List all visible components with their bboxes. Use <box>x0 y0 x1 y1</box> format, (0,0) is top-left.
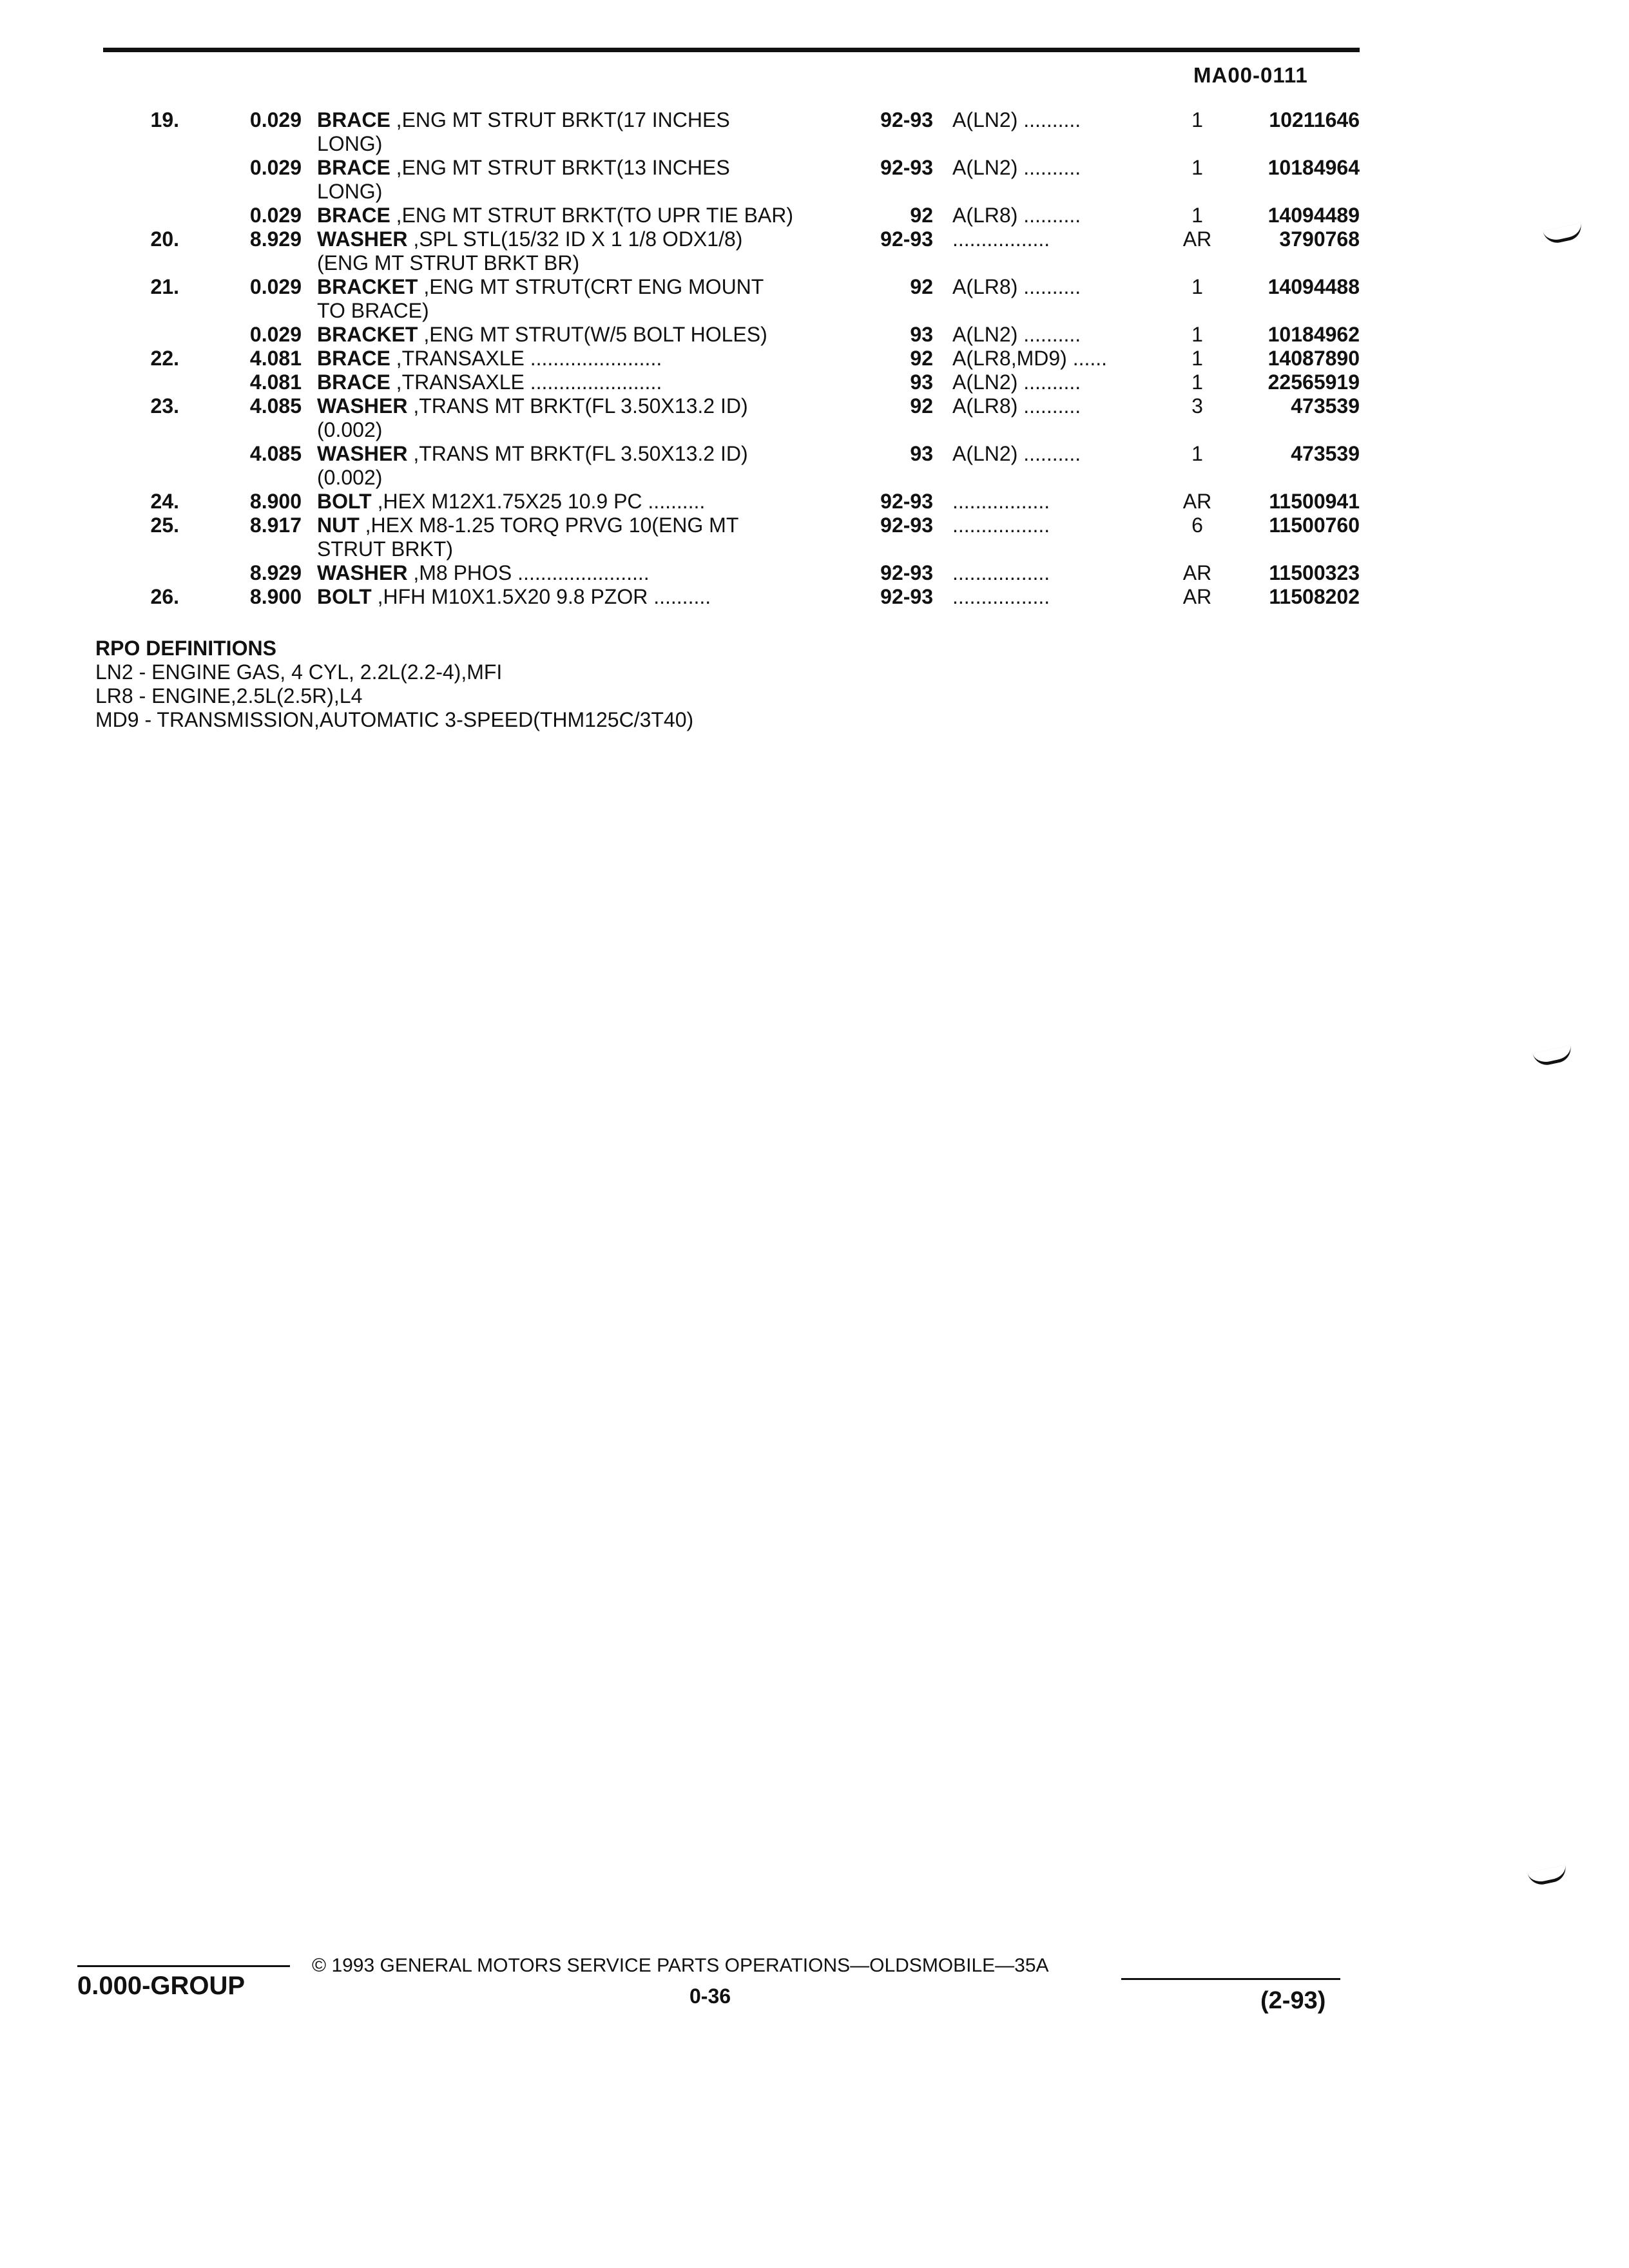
part-description <box>317 156 852 204</box>
group-number: 0.029 <box>249 108 302 131</box>
part-row <box>0 394 1629 442</box>
application: A(LN2) .......... <box>952 156 1081 179</box>
part-description <box>317 561 852 585</box>
part-detail-continued: (0.002) <box>317 418 383 441</box>
model-years: 92 <box>910 394 933 418</box>
part-detail: ,SPL STL(15/32 ID X 1 1/8 ODX1/8) <box>407 227 743 251</box>
part-detail-continued: LONG) <box>317 132 383 155</box>
application: ................. <box>952 227 1050 251</box>
part-name: BOLT <box>317 490 372 513</box>
parts-list <box>0 108 1629 609</box>
quantity: AR <box>1182 490 1212 513</box>
part-name: NUT <box>317 514 360 537</box>
group-number: 0.029 <box>249 156 302 179</box>
part-number: 11500941 <box>1269 490 1360 513</box>
part-name: BOLT <box>317 585 372 608</box>
revision-date: (2-93) <box>1260 1987 1326 2014</box>
part-row <box>0 227 1629 275</box>
application: A(LN2) .......... <box>952 323 1081 346</box>
group-number: 8.917 <box>249 514 302 537</box>
model-years: 92 <box>910 347 933 370</box>
model-years: 92-93 <box>880 514 933 537</box>
part-description <box>317 227 852 275</box>
group-number: 8.900 <box>249 490 302 513</box>
application: ................. <box>952 561 1050 584</box>
quantity: 1 <box>1191 156 1203 179</box>
part-detail: ,HFH M10X1.5X20 9.8 PZOR .......... <box>371 585 711 608</box>
figure-number: 19. <box>150 108 179 131</box>
part-detail: ,ENG MT STRUT(W/5 BOLT HOLES) <box>418 323 767 346</box>
quantity: 1 <box>1191 347 1203 370</box>
application: A(LN2) .......... <box>952 370 1081 394</box>
model-years: 92-93 <box>880 561 933 584</box>
quantity: AR <box>1182 585 1212 608</box>
rpo-line: LR8 - ENGINE,2.5L(2.5R),L4 <box>95 684 363 707</box>
application: A(LR8,MD9) ...... <box>952 347 1108 370</box>
figure-number: 25. <box>150 514 179 537</box>
part-name: BRACE <box>317 156 390 179</box>
part-description <box>317 370 852 394</box>
part-description <box>317 585 852 609</box>
group-number: 0.029 <box>249 275 302 298</box>
part-number: 10184962 <box>1268 323 1360 346</box>
part-detail-continued: (0.002) <box>317 466 383 489</box>
part-description <box>317 275 852 323</box>
part-row <box>0 108 1629 156</box>
part-detail: ,M8 PHOS ....................... <box>407 561 650 584</box>
part-description <box>317 204 852 227</box>
figure-number: 20. <box>150 227 179 251</box>
part-detail-continued: LONG) <box>317 180 383 203</box>
application: A(LN2) .......... <box>952 442 1081 465</box>
part-row <box>0 585 1629 609</box>
model-years: 92 <box>910 204 933 227</box>
rpo-definitions <box>95 637 693 732</box>
part-row <box>0 514 1629 561</box>
footer-copyright: © 1993 GENERAL MOTORS SERVICE PARTS OPERATIONS—OLDSMOBILE—35A <box>312 1955 1049 1976</box>
application: A(LR8) .......... <box>952 204 1081 227</box>
part-detail: ,HEX M8-1.25 TORQ PRVG 10(ENG MT <box>359 514 739 537</box>
application: A(LR8) .......... <box>952 394 1081 418</box>
part-number: 10184964 <box>1268 156 1360 179</box>
part-number: 473539 <box>1291 442 1360 465</box>
model-years: 92 <box>910 275 933 298</box>
part-detail-continued: (ENG MT STRUT BRKT BR) <box>317 251 580 274</box>
part-detail: ,ENG MT STRUT BRKT(13 INCHES <box>390 156 730 179</box>
part-name: WASHER <box>317 227 408 251</box>
group-number: 4.085 <box>249 394 302 418</box>
part-detail: ,TRANS MT BRKT(FL 3.50X13.2 ID) <box>407 394 748 418</box>
footer-rule <box>1121 1978 1340 1980</box>
part-row <box>0 275 1629 323</box>
application: ................. <box>952 514 1050 537</box>
part-description <box>317 323 852 347</box>
application: A(LN2) .......... <box>952 108 1081 131</box>
rpo-line: LN2 - ENGINE GAS, 4 CYL, 2.2L(2.2-4),MFI <box>95 660 503 684</box>
part-name: BRACE <box>317 108 390 131</box>
group-number: 8.929 <box>249 227 302 251</box>
part-row <box>0 442 1629 490</box>
figure-number: 21. <box>150 275 179 298</box>
part-number: 14094489 <box>1268 204 1360 227</box>
quantity: 1 <box>1191 370 1203 394</box>
part-detail: ,TRANS MT BRKT(FL 3.50X13.2 ID) <box>407 442 748 465</box>
part-number: 14094488 <box>1268 275 1360 298</box>
rpo-heading: RPO DEFINITIONS <box>95 637 276 660</box>
part-name: BRACE <box>317 370 390 394</box>
part-description <box>317 514 852 561</box>
part-detail-continued: STRUT BRKT) <box>317 537 453 561</box>
figure-number: 26. <box>150 585 179 608</box>
group-number: 4.081 <box>249 347 302 370</box>
quantity: 1 <box>1191 275 1203 298</box>
page-code: MA00-0111 <box>1193 63 1308 87</box>
part-description <box>317 490 852 514</box>
part-row <box>0 490 1629 514</box>
part-name: BRACE <box>317 347 390 370</box>
group-number: 0.029 <box>249 323 302 346</box>
model-years: 92-93 <box>880 108 933 131</box>
quantity: 1 <box>1191 442 1203 465</box>
application: A(LR8) .......... <box>952 275 1081 298</box>
figure-number: 23. <box>150 394 179 418</box>
part-detail: ,HEX M12X1.75X25 10.9 PC .......... <box>371 490 706 513</box>
model-years: 92-93 <box>880 156 933 179</box>
part-number: 10211646 <box>1269 108 1360 131</box>
part-name: WASHER <box>317 442 408 465</box>
figure-number: 22. <box>150 347 179 370</box>
model-years: 93 <box>910 323 933 346</box>
quantity: 1 <box>1191 323 1203 346</box>
part-detail-continued: TO BRACE) <box>317 299 429 322</box>
footer-rule <box>77 1965 290 1967</box>
part-name: BRACE <box>317 204 390 227</box>
top-rule <box>103 48 1360 52</box>
group-number: 0.029 <box>249 204 302 227</box>
model-years: 93 <box>910 442 933 465</box>
part-row <box>0 204 1629 227</box>
part-number: 11500760 <box>1269 514 1360 537</box>
figure-number: 24. <box>150 490 179 513</box>
rpo-line: MD9 - TRANSMISSION,AUTOMATIC 3-SPEED(THM125C/3T40) <box>95 708 694 731</box>
part-number: 3790768 <box>1279 227 1360 251</box>
part-number: 11508202 <box>1269 585 1360 608</box>
group-number: 4.081 <box>249 370 302 394</box>
model-years: 92-93 <box>880 585 933 608</box>
part-number: 11500323 <box>1269 561 1360 584</box>
group-number: 4.085 <box>249 442 302 465</box>
binding-mark <box>1532 1045 1573 1068</box>
part-row <box>0 323 1629 347</box>
model-years: 93 <box>910 370 933 394</box>
part-name: BRACKET <box>317 275 418 298</box>
quantity: 1 <box>1191 204 1203 227</box>
part-row <box>0 370 1629 394</box>
part-detail: ,ENG MT STRUT(CRT ENG MOUNT <box>418 275 764 298</box>
model-years: 92-93 <box>880 490 933 513</box>
part-description <box>317 442 852 490</box>
part-detail: ,ENG MT STRUT BRKT(17 INCHES <box>390 108 730 131</box>
part-number: 14087890 <box>1268 347 1360 370</box>
footer-group: 0.000-GROUP <box>77 1972 246 2000</box>
part-description <box>317 394 852 442</box>
part-row <box>0 347 1629 370</box>
quantity: 1 <box>1191 108 1203 131</box>
quantity: AR <box>1182 227 1212 251</box>
part-number: 473539 <box>1291 394 1360 418</box>
quantity: 3 <box>1191 394 1203 418</box>
part-description <box>317 108 852 156</box>
part-name: WASHER <box>317 561 408 584</box>
quantity: 6 <box>1191 514 1203 537</box>
part-detail: ,ENG MT STRUT BRKT(TO UPR TIE BAR) <box>390 204 794 227</box>
part-number: 22565919 <box>1268 370 1360 394</box>
part-description <box>317 347 852 370</box>
application: ................. <box>952 490 1050 513</box>
model-years: 92-93 <box>880 227 933 251</box>
page-number: 0-36 <box>689 1984 731 2008</box>
part-detail: ,TRANSAXLE ....................... <box>390 370 662 394</box>
part-row <box>0 156 1629 204</box>
quantity: AR <box>1182 561 1212 584</box>
part-row <box>0 561 1629 585</box>
application: ................. <box>952 585 1050 608</box>
group-number: 8.900 <box>249 585 302 608</box>
part-detail: ,TRANSAXLE ....................... <box>390 347 662 370</box>
group-number: 8.929 <box>249 561 302 584</box>
part-name: BRACKET <box>317 323 418 346</box>
binding-mark <box>1527 1865 1568 1887</box>
part-name: WASHER <box>317 394 408 418</box>
